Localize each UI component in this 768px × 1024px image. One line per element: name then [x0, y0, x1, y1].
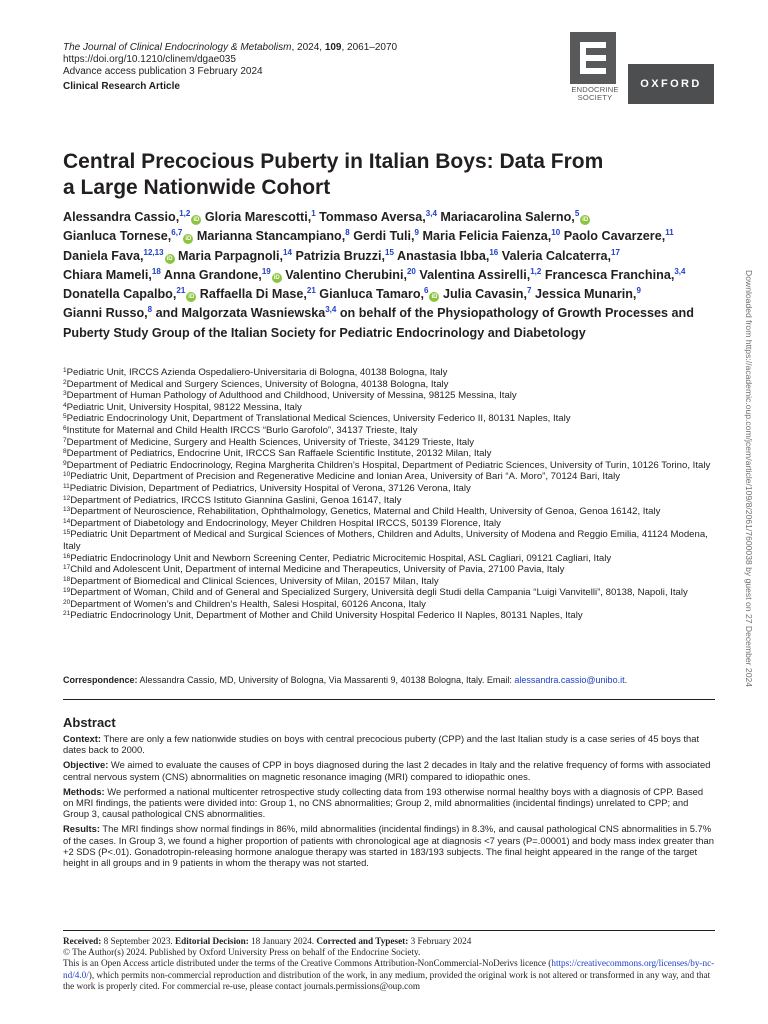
author-name[interactable]: [502, 249, 620, 263]
received-date: 8 September 2023.: [101, 936, 176, 946]
affiliation-text: Pediatric Endocrinology Unit and Newborn Screening Center, Pediatric Microcitemic Hospital, ASL Cagliari, 09121 Cagliari, Italy: [70, 552, 612, 564]
affiliation-list: [63, 367, 723, 622]
license-post: ), which permits non-commercial reproduction and distribution of the work, in any medium, provided the original work is not altered or transformed in any way, and that the work is properly cited. For commercial re-use, please contact journals.permissions@oup.com: [63, 969, 711, 991]
history-line: [63, 936, 719, 947]
author-name[interactable]: [319, 210, 437, 224]
affiliation-item: [63, 379, 723, 391]
affiliation-text: Pediatric Endocrinology Unit, Department of Mother and Child University Hospital Federico II Naples, 80131 Naples, Italy: [70, 610, 583, 622]
author-name[interactable]: [564, 229, 674, 243]
affiliation-text: Department of Human Pathology of Adulthood and Childhood, University of Messina, 98125 Messina, Italy: [66, 390, 517, 402]
society-logo-text: [568, 86, 622, 102]
author-name-text: Tommaso Aversa,: [319, 210, 426, 224]
affiliation-number: 3: [63, 390, 67, 398]
correspondence: [63, 675, 723, 686]
received-label: Received:: [63, 936, 102, 946]
author-name[interactable]: [200, 287, 316, 301]
abstract-section: [63, 786, 715, 820]
author-name[interactable]: [419, 268, 541, 282]
affiliation-superscript[interactable]: 6: [424, 286, 429, 296]
abstract-section-text: We aimed to evaluate the causes of CPP in boys diagnosed during the last 2 decades in Italy and the relative frequency of forms with associated central nervous system (CNS) abnormalities on magnetic resonance imaging (MRI) compared to idiopathic ones.: [63, 759, 711, 782]
author-name[interactable]: [63, 287, 196, 301]
affiliation-item: [63, 367, 723, 379]
typeset-label: Corrected and Typeset:: [316, 936, 409, 946]
affiliation-number: 5: [63, 413, 67, 421]
journal-header: [63, 42, 503, 93]
affiliation-number: 2: [63, 378, 67, 386]
affiliation-text: Pediatric Unit Department of Medical and Surgical Sciences of Mothers, Children and Adults, University of Modena and Reggio Emilia, 41124 Modena, Italy: [63, 529, 708, 552]
endocrine-society-logo: [568, 32, 620, 116]
author-name[interactable]: [63, 268, 161, 282]
copyright-line: © The Author(s) 2024. Published by Oxford University Press on behalf of the Endocrine Society.: [63, 947, 421, 958]
author-name-text: Gerdi Tuli,: [353, 229, 415, 244]
author-name[interactable]: [63, 306, 152, 320]
affiliation-text: Institute for Maternal and Child Health IRCCS “Burlo Garofolo”, 34137 Trieste, Italy: [66, 424, 418, 436]
affiliation-text: Department of Neuroscience, Rehabilitation, Ophthalmology, Genetics, Maternal and Child Health, University of Genoa, Genoa 16142, Italy: [70, 506, 661, 518]
journal-title: The Journal of Clinical Endocrinology & Metabolism: [63, 42, 292, 53]
author-name-text: Chiara Mameli,: [63, 267, 152, 282]
affiliation-item: [63, 402, 723, 414]
author-name-text: Daniela Fava,: [63, 248, 144, 263]
affiliation-superscript[interactable]: 21: [176, 286, 186, 296]
affiliation-superscript[interactable]: 17: [611, 247, 620, 257]
author-name[interactable]: [397, 249, 498, 263]
affiliation-item: [63, 506, 723, 518]
author-name-text: and Malgorzata Wasniewska: [155, 306, 326, 321]
abstract-section: [63, 759, 715, 781]
affiliation-number: 4: [63, 401, 67, 409]
author-name[interactable]: [423, 229, 561, 243]
author-name[interactable]: [197, 229, 350, 243]
affiliation-superscript[interactable]: 9: [414, 228, 419, 238]
affiliation-superscript[interactable]: 14: [283, 247, 292, 257]
society-mark-icon: [570, 32, 616, 84]
affiliation-superscript[interactable]: 15: [385, 247, 394, 257]
author-name[interactable]: [63, 249, 175, 263]
abstract-section: [63, 823, 715, 868]
affiliation-number: 14: [63, 517, 71, 525]
affiliation-text: Department of Medicine, Surgery and Health Sciences, University of Trieste, 34129 Trieste, Italy: [66, 436, 475, 448]
affiliation-item: [63, 425, 723, 437]
author-name-text: Mariacarolina Salerno,: [440, 210, 575, 224]
license-link[interactable]: https://creativecommons.org/licenses/by-nc-nd/4.0/: [63, 958, 715, 980]
author-name-text: Francesca Franchina,: [544, 267, 675, 282]
abstract-section-label: Objective:: [63, 759, 109, 771]
author-list: [63, 208, 703, 343]
affiliation-item: [63, 610, 723, 622]
license-pre: This is an Open Access article distributed under the terms of the Creative Commons Attribution-NonCommercial-NoDerivs licence (: [63, 958, 552, 969]
affiliation-superscript[interactable]: 1,2: [179, 209, 191, 218]
abstract-section-label: Context:: [63, 733, 102, 744]
affiliation-text: Department of Biomedical and Clinical Sciences, University of Milan, 20157 Milan, Italy: [70, 575, 439, 587]
author-name[interactable]: [164, 268, 282, 282]
society-logo-line1: ENDOCRINE: [571, 85, 619, 94]
affiliation-superscript[interactable]: 10: [551, 228, 561, 238]
author-name[interactable]: [295, 249, 393, 263]
affiliation-superscript[interactable]: 3,4: [674, 266, 686, 276]
abstract-body: [63, 733, 715, 872]
affiliation-text: Department of Pediatric Endocrinology, Regina Margherita Children’s Hospital, Department of Pediatric Sciences, University of Turin, 10126 Torino, Italy: [66, 459, 711, 471]
affiliation-number: 8: [63, 448, 67, 456]
affiliation-number: 1: [63, 367, 67, 374]
affiliation-item: [63, 518, 723, 530]
affiliation-number: 13: [63, 506, 71, 514]
author-name-text: Gloria Marescotti,: [204, 210, 312, 224]
abstract-section-text: There are only a few nationwide studies on boys with central precocious puberty (CPP) and the last Italian study is a case series of 45 boys that dates back to 2000.: [63, 733, 700, 756]
affiliation-item: [63, 460, 723, 472]
affiliation-superscript[interactable]: 5: [574, 209, 580, 218]
author-name[interactable]: [156, 306, 337, 320]
affiliation-text: Pediatric Division, Department of Pediatrics, University Hospital of Verona, 37126 Verona, Italy: [69, 482, 471, 494]
correspondence-email-link[interactable]: alessandra.cassio@unibo.it: [514, 675, 625, 685]
affiliation-superscript[interactable]: 1,2: [530, 266, 542, 276]
affiliation-superscript[interactable]: 9: [636, 286, 641, 296]
abstract-section-text: We performed a national multicenter retrospective study collecting data from 193 otherwise normal healthy boys with a diagnosis of CPP. Based on MRI findings, the patients were divided into: Group 1, no CNS abnormalities; Group 2, mild abnormalities (incidental findings) unrelated to CPP; and Group 3, causal pathological CNS abnormalities.: [63, 785, 704, 820]
affiliation-text: Pediatric Unit, IRCCS Azienda Ospedaliero-Universitaria di Bologna, 40138 Bologna, Italy: [66, 367, 448, 378]
affiliation-item: [63, 448, 723, 460]
affiliation-text: Pediatric Unit, University Hospital, 98122 Messina, Italy: [66, 401, 302, 413]
orcid-icon[interactable]: iD: [273, 274, 280, 281]
affiliation-number: 19: [63, 587, 71, 595]
abstract-section-label: Methods:: [63, 785, 105, 797]
affiliation-number: 6: [63, 424, 67, 432]
affiliation-superscript[interactable]: 6,7: [171, 228, 183, 238]
abstract-section-text: The MRI findings show normal findings in 86%, mild abnormalities (incidental findings) in 8.3%, and causal pathological CNS abnormalities in 5.7% of the cases. In Group 3, we found a higher proportion of patients with chronological age at diagnosis <7 years (P=.00001) and body mass index greater than +2 SDS (P<.01). Gonadotropin-releasing hormone analogue therapy was started in 183/193 subjects. The final height appeared in the range of the target height in all groups and in 9 patients in whom the therapy was not started.: [63, 823, 714, 869]
author-name[interactable]: [63, 210, 201, 224]
affiliation-item: [63, 553, 723, 565]
affiliation-superscript[interactable]: 16: [489, 247, 499, 257]
decision-date: 18 January 2024.: [248, 936, 317, 946]
author-name-text: Paolo Cavarzere,: [563, 229, 666, 244]
author-name[interactable]: [319, 287, 439, 301]
abstract-section-label: Results:: [63, 823, 100, 835]
affiliation-number: 16: [63, 552, 71, 560]
affiliation-text: Pediatric Unit, Department of Precision and Regenerative Medicine and Ionian Area, University of Bari “A. Moro”, 70124 Bari, Italy: [70, 471, 621, 483]
affiliation-number: 21: [63, 610, 71, 618]
author-name-text: Gianluca Tamaro,: [319, 287, 425, 302]
orcid-icon[interactable]: iD: [193, 217, 200, 223]
author-name-text: Julia Cavasin,: [442, 287, 527, 302]
author-name-text: Marianna Stancampiano,: [196, 229, 346, 244]
citation-line: [63, 42, 503, 54]
doi-link[interactable]: https://doi.org/10.1210/clinem/dgae035: [63, 54, 236, 66]
divider: [63, 930, 715, 931]
orcid-icon[interactable]: iD: [166, 255, 173, 262]
author-name-text: Valentina Assirelli,: [419, 267, 531, 282]
page-range: , 2061–2070: [341, 42, 398, 53]
affiliation-superscript[interactable]: 1: [311, 209, 316, 218]
author-name-text: Maria Parpagnoli,: [178, 248, 284, 263]
advance-access: Advance access publication 3 February 2024: [63, 66, 263, 78]
affiliation-number: 7: [63, 436, 67, 444]
abstract-section: [63, 733, 715, 755]
affiliation-item: [63, 529, 723, 552]
article-type: Clinical Research Article: [63, 80, 180, 92]
abstract-heading: Abstract: [63, 715, 116, 730]
download-note: Downloaded from https://academic.oup.com/jcem/article/109/8/2061/7600038 by guest on 27 December 2024: [744, 270, 754, 688]
author-name-text: Valentino Cherubini,: [285, 267, 407, 282]
affiliation-item: [63, 471, 723, 483]
author-name-text: Maria Felicia Faienza,: [422, 229, 552, 244]
article-title: [63, 149, 683, 201]
affiliation-superscript[interactable]: 8: [345, 228, 350, 238]
affiliation-text: Department of Pediatrics, IRCCS Istituto Giannina Gaslini, Genoa 16147, Italy: [70, 494, 402, 506]
affiliation-item: [63, 390, 723, 402]
author-name-text: Gianni Russo,: [63, 306, 148, 321]
affiliation-text: Department of Pediatrics, Endocrine Unit, IRCCS San Raffaele Scientific Institute, 20132 Milan, Italy: [66, 448, 492, 460]
author-name-text: Raffaella Di Mase,: [199, 287, 307, 302]
author-name[interactable]: [205, 210, 316, 224]
volume-number: 109: [324, 42, 342, 53]
affiliation-superscript[interactable]: 3,4: [425, 209, 437, 218]
divider: [63, 699, 715, 700]
affiliation-item: [63, 576, 723, 588]
article-footer: [63, 936, 719, 992]
orcid-icon[interactable]: iD: [431, 294, 438, 301]
affiliation-item: [63, 437, 723, 449]
affiliation-text: Department of Woman, Child and of General and Specialized Surgery, Università degli Studi della Campania “Luigi Vanvitelli”, 80138, Napoli, Italy: [70, 587, 688, 599]
affiliation-item: [63, 483, 723, 495]
affiliation-superscript[interactable]: 12,13: [143, 247, 164, 257]
author-name-text: Donatella Capalbo,: [63, 287, 177, 302]
oxford-logo: OXFORD: [628, 64, 714, 104]
affiliation-number: 9: [63, 459, 67, 467]
author-name[interactable]: [285, 268, 416, 282]
affiliation-superscript[interactable]: 20: [406, 266, 416, 276]
affiliation-number: 12: [63, 494, 71, 502]
affiliation-number: 17: [63, 564, 71, 572]
correspondence-end: .: [624, 675, 628, 685]
author-name[interactable]: [535, 287, 641, 301]
affiliation-number: 10: [63, 471, 71, 479]
study-group-text: on behalf of the Physiopathology of Growth Processes and Puberty Study Group of the Italian Society for Pediatric Endocrinology and Diabetology: [63, 306, 694, 340]
author-name[interactable]: [63, 229, 193, 243]
correspondence-label: Correspondence:: [63, 675, 138, 685]
orcid-icon[interactable]: iD: [185, 236, 192, 243]
author-name-text: Valeria Calcaterra,: [501, 248, 611, 263]
orcid-icon[interactable]: iD: [582, 217, 589, 223]
affiliation-item: [63, 564, 723, 576]
author-name-text: Anna Grandone,: [163, 267, 262, 282]
affiliation-text: Department of Medical and Surgery Sciences, University of Bologna, 40138 Bologna, Italy: [66, 378, 449, 390]
author-name-text: Gianluca Tornese,: [63, 229, 172, 244]
typeset-date: 3 February 2024: [408, 936, 472, 946]
affiliation-superscript[interactable]: 19: [261, 266, 271, 276]
affiliation-number: 11: [63, 482, 70, 490]
author-name-text: Alessandra Cassio,: [63, 210, 180, 224]
citation-year: , 2024,: [291, 42, 325, 53]
author-name[interactable]: [545, 268, 686, 282]
society-logo-line2: SOCIETY: [577, 93, 613, 102]
author-name-text: Patrizia Bruzzi,: [295, 248, 386, 263]
author-name[interactable]: [353, 229, 419, 243]
affiliation-item: [63, 587, 723, 599]
affiliation-text: Pediatric Endocrinology Unit, Department of Translational Medical Sciences, University Federico II, 80131 Naples, Italy: [66, 413, 571, 425]
affiliation-superscript[interactable]: 8: [147, 305, 153, 315]
author-name[interactable]: [178, 249, 292, 263]
affiliation-superscript[interactable]: 21: [306, 286, 316, 296]
affiliation-text: Department of Diabetology and Endocrinology, Meyer Children Hospital IRCCS, 50139 Florence, Italy: [70, 517, 501, 529]
affiliation-superscript[interactable]: 11: [665, 228, 674, 238]
affiliation-text: Child and Adolescent Unit, Department of internal Medicine and Therapeutics, University of Pavia, 27100 Pavia, Italy: [70, 564, 565, 576]
orcid-icon[interactable]: iD: [188, 294, 195, 301]
author-name-text: Anastasia Ibba,: [396, 248, 490, 263]
correspondence-text: Alessandra Cassio, MD, University of Bologna, Via Massarenti 9, 40138 Bologna, Italy. Email:: [137, 675, 515, 685]
affiliation-superscript[interactable]: 18: [151, 266, 161, 276]
affiliation-number: 20: [63, 598, 71, 606]
affiliation-superscript[interactable]: 7: [526, 286, 532, 296]
affiliation-text: Department of Women’s and Children’s Health, Salesi Hospital, 60126 Ancona, Italy: [70, 598, 426, 610]
title-line-2: a Large Nationwide Cohort: [63, 176, 331, 199]
affiliation-number: 18: [63, 575, 71, 583]
license-text: [63, 958, 719, 992]
affiliation-number: 15: [63, 529, 71, 537]
affiliation-item: [63, 495, 723, 507]
affiliation-item: [63, 413, 723, 425]
author-name[interactable]: [440, 210, 590, 224]
decision-label: Editorial Decision:: [175, 936, 249, 946]
affiliation-superscript[interactable]: 3,4: [325, 305, 337, 315]
affiliation-item: [63, 599, 723, 611]
author-name-text: Jessica Munarin,: [534, 287, 637, 302]
author-name[interactable]: [443, 287, 531, 301]
title-line-1: Central Precocious Puberty in Italian Boys: Data From: [63, 150, 604, 173]
